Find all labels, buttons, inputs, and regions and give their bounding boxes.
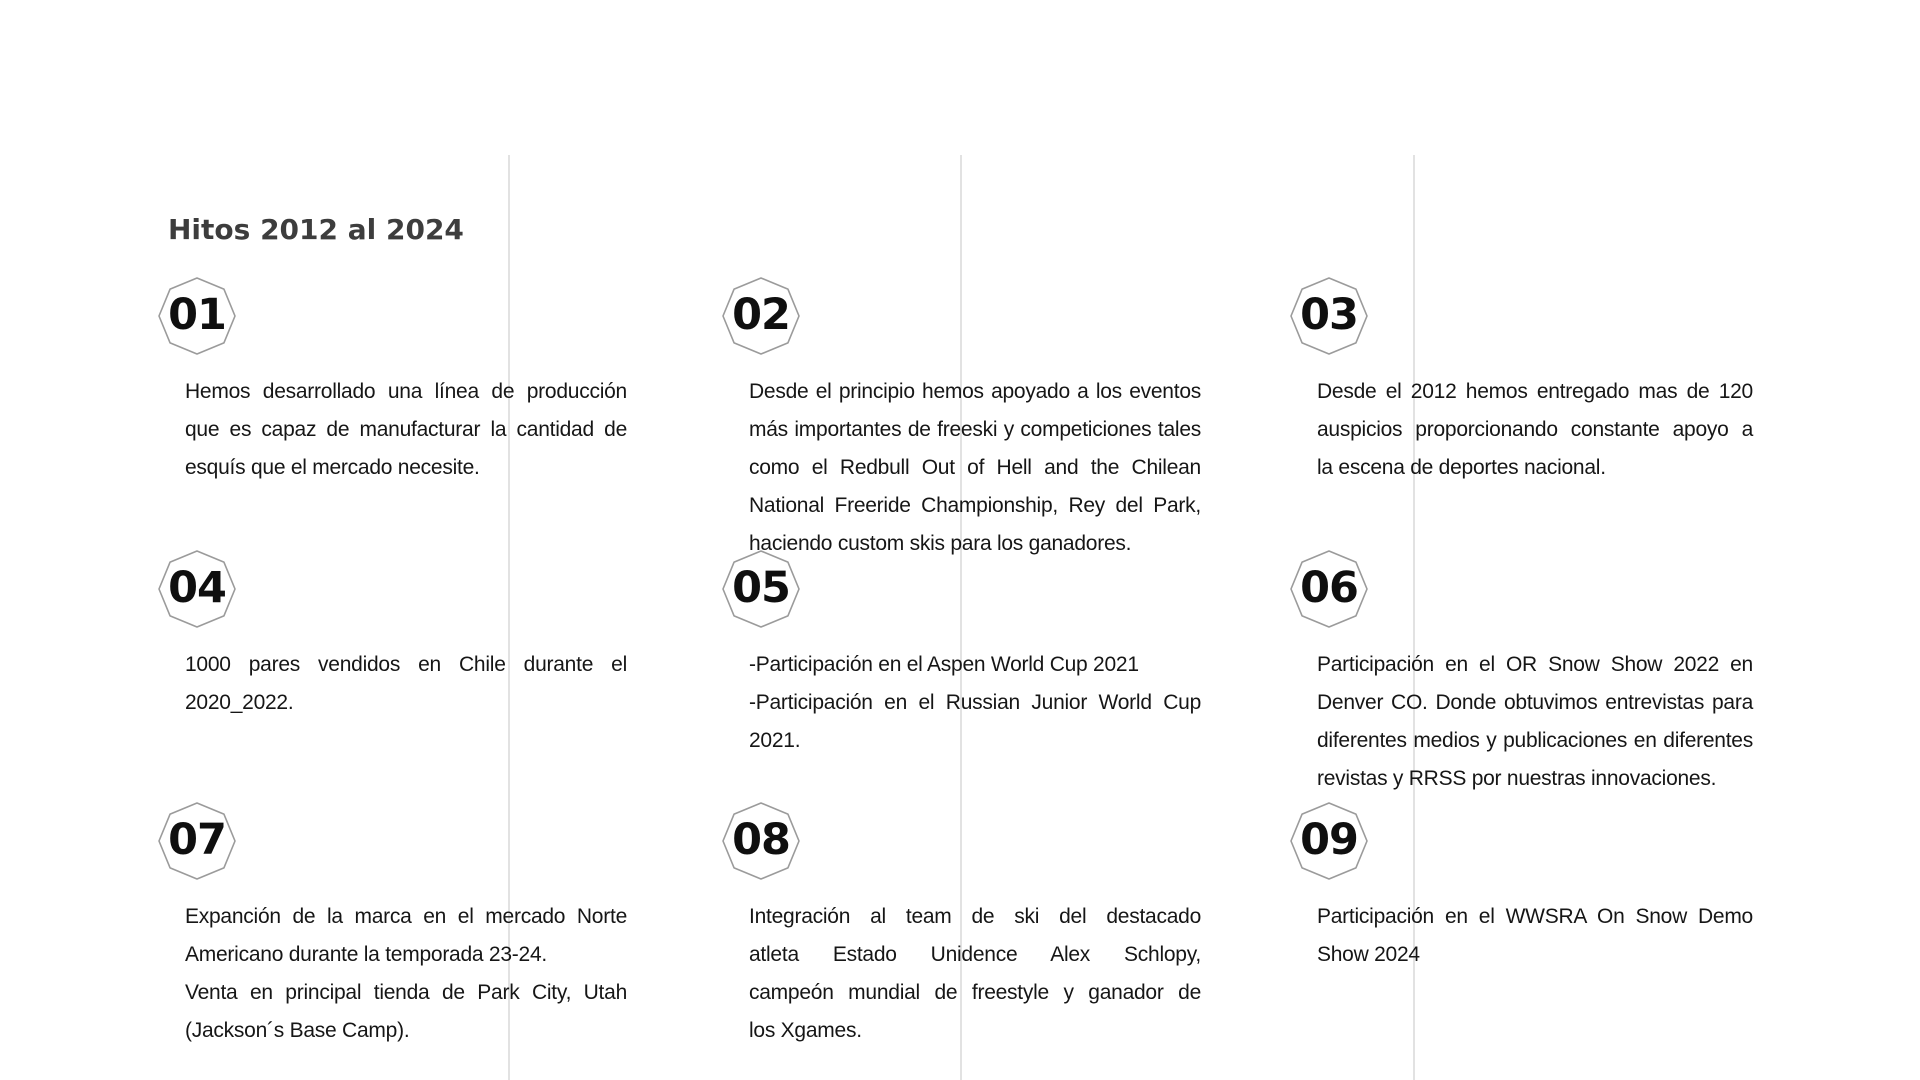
text-line: como el Redbull Out of Hell and the Chilean xyxy=(749,456,1201,479)
milestone-text xyxy=(749,898,1201,1050)
text-line: Desde el 2012 hemos entregado mas de 120 xyxy=(1317,380,1753,403)
text-line: Denver CO. Donde obtuvimos entrevistas para xyxy=(1317,691,1753,714)
milestone-number: 09 xyxy=(1300,814,1358,865)
text-line: 2020_2022. xyxy=(185,691,294,714)
text-line: Hemos desarrollado una línea de producción xyxy=(185,380,627,403)
text-line: Participación en el OR Snow Show 2022 en xyxy=(1317,653,1753,676)
milestone-number: 01 xyxy=(168,289,226,340)
milestone-text xyxy=(185,646,627,722)
milestone-number: 03 xyxy=(1300,289,1358,340)
text-line: los Xgames. xyxy=(749,1019,862,1042)
text-line: revistas y RRSS por nuestras innovaciones. xyxy=(1317,767,1717,790)
text-line: la escena de deportes nacional. xyxy=(1317,456,1606,479)
text-line: Americano durante la temporada 23-24. xyxy=(185,943,547,966)
page-title: Hitos 2012 al 2024 xyxy=(168,212,464,246)
text-line: atleta Estado Unidence Alex Schlopy, xyxy=(749,943,1201,966)
text-line: Show 2024 xyxy=(1317,943,1420,966)
text-line: National Freeride Championship, Rey del Park, xyxy=(749,494,1201,517)
text-line: diferentes medios y publicaciones en diferentes xyxy=(1317,729,1753,752)
text-line: 2021. xyxy=(749,729,801,752)
milestone-text xyxy=(1317,373,1753,487)
milestone-badge xyxy=(1290,277,1368,355)
text-line: más importantes de freeski y competiciones tales xyxy=(749,418,1201,441)
text-line: campeón mundial de freestyle y ganador de xyxy=(749,981,1201,1004)
text-line: Venta en principal tienda de Park City, Utah xyxy=(185,981,627,1004)
text-line: Expanción de la marca en el mercado Norte xyxy=(185,905,627,928)
milestone-text xyxy=(1317,646,1753,798)
text-line: Participación en el WWSRA On Snow Demo xyxy=(1317,905,1753,928)
milestone-text xyxy=(185,373,627,487)
milestone-text xyxy=(185,898,627,1050)
milestone-number: 07 xyxy=(168,814,226,865)
milestone-number: 06 xyxy=(1300,562,1358,613)
milestone-number: 08 xyxy=(732,814,790,865)
text-line: que es capaz de manufacturar la cantidad de xyxy=(185,418,627,441)
text-line: Desde el principio hemos apoyado a los eventos xyxy=(749,380,1201,403)
milestone-badge xyxy=(1290,802,1368,880)
milestone-badge xyxy=(158,277,236,355)
milestone-badge xyxy=(722,550,800,628)
text-line: 1000 pares vendidos en Chile durante el xyxy=(185,653,627,676)
milestone-badge xyxy=(722,802,800,880)
text-line: -Participación en el Russian Junior World Cup xyxy=(749,691,1201,714)
milestone-text xyxy=(749,373,1201,563)
text-line: haciendo custom skis para los ganadores. xyxy=(749,532,1132,555)
text-line: -Participación en el Aspen World Cup 2021 xyxy=(749,653,1139,676)
milestone-badge xyxy=(158,550,236,628)
text-line: Integración al team de ski del destacado xyxy=(749,905,1201,928)
text-line: esquís que el mercado necesite. xyxy=(185,456,480,479)
text-line: (Jackson´s Base Camp). xyxy=(185,1019,410,1042)
milestone-badge xyxy=(1290,550,1368,628)
text-line: auspicios proporcionando constante apoyo a xyxy=(1317,418,1753,441)
milestone-badge xyxy=(722,277,800,355)
milestone-badge xyxy=(158,802,236,880)
milestone-text xyxy=(1317,898,1753,974)
milestone-number: 05 xyxy=(732,562,790,613)
milestone-number: 04 xyxy=(168,562,226,613)
milestone-number: 02 xyxy=(732,289,790,340)
milestone-text xyxy=(749,646,1201,760)
